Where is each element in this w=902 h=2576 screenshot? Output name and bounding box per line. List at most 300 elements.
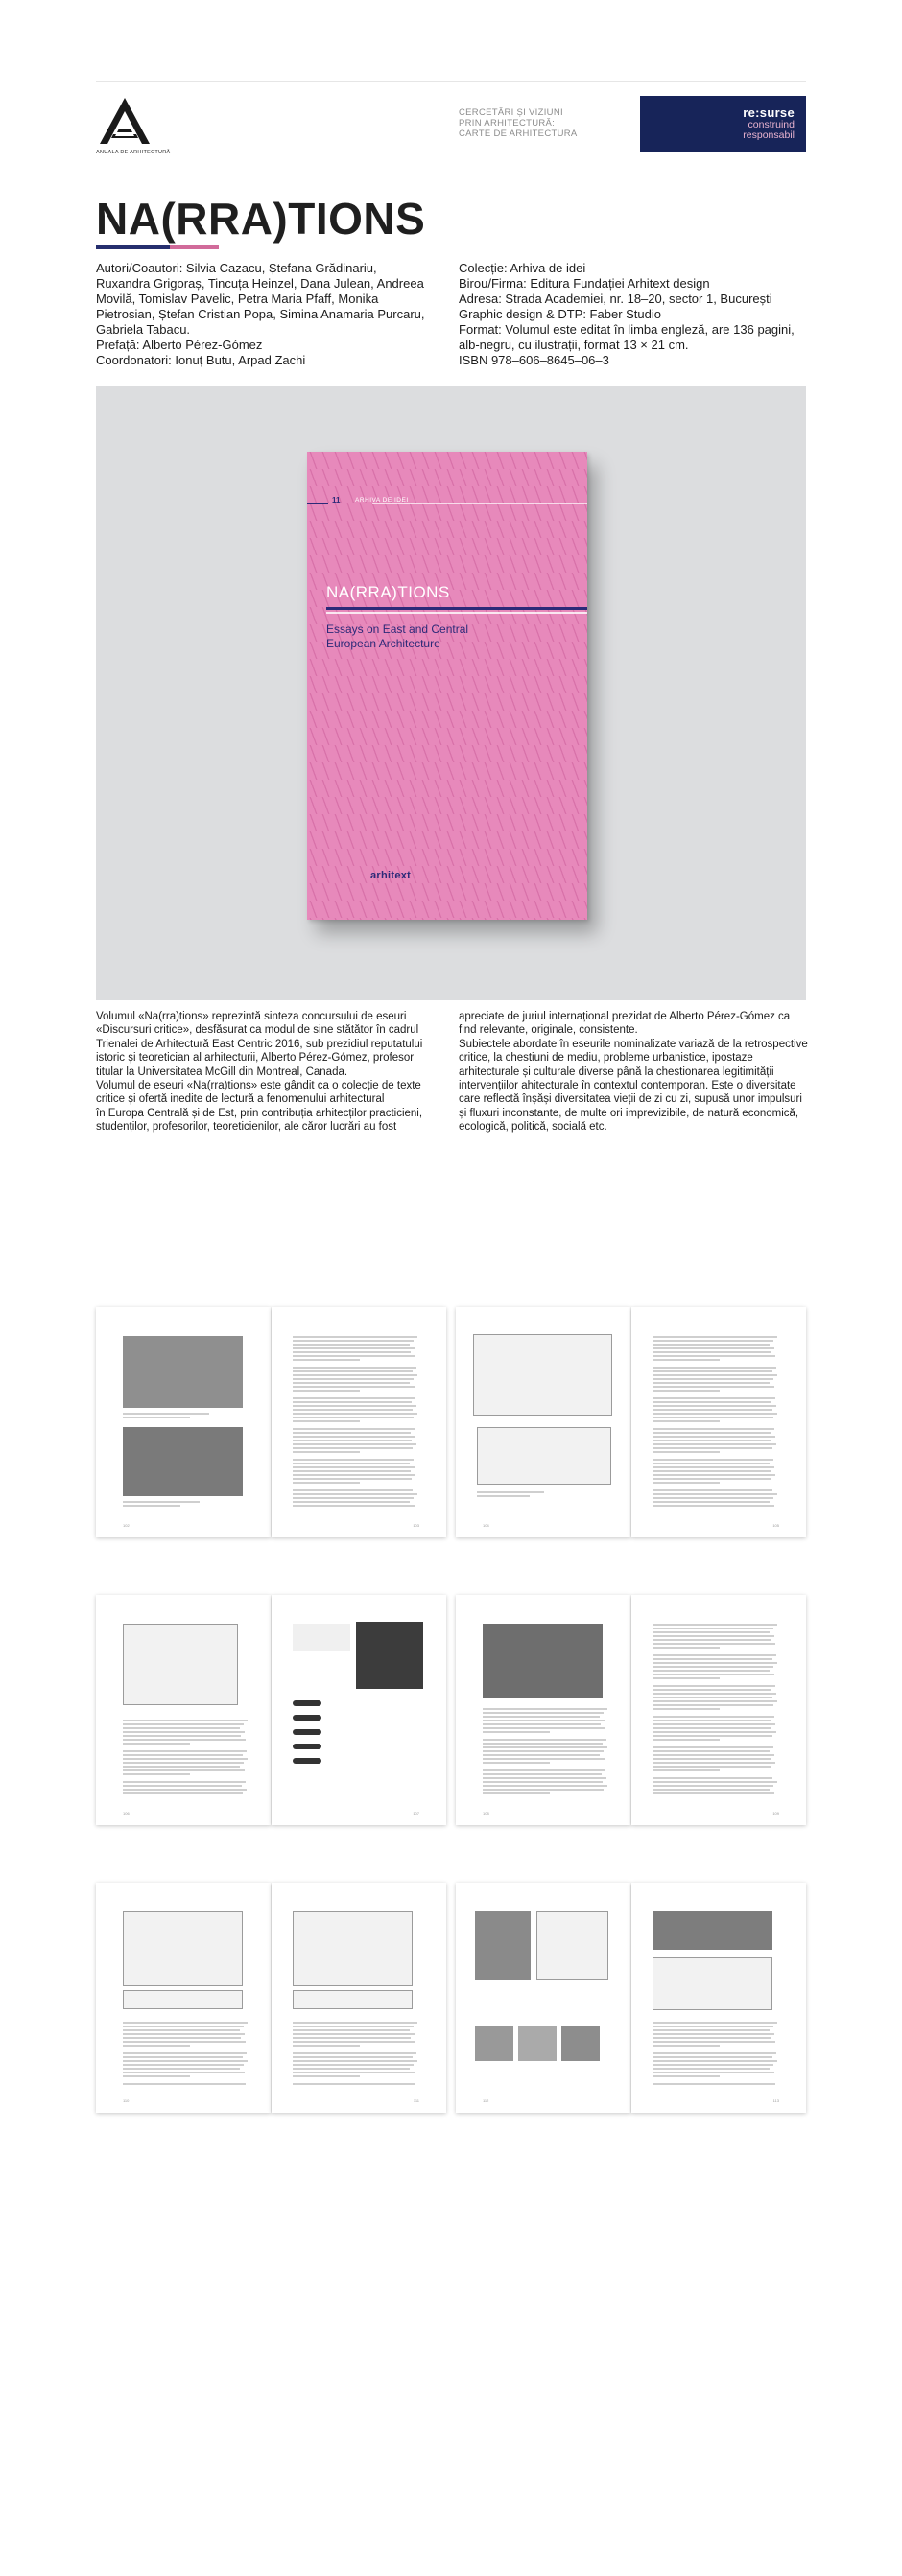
text-line [293,1443,416,1445]
text-line [123,1720,248,1721]
text-line [653,1451,720,1453]
text-line [653,1716,774,1718]
text-line [483,1777,606,1779]
photo-house [123,1336,243,1408]
info-line: Birou/Firma: Editura Fundației Arhitext design [459,276,710,291]
desc-line: «Discursuri critice», desfășurat ca modul de sine stătător în cadrul [96,1024,419,1037]
text-line [123,1743,190,1745]
text-line [483,1727,605,1729]
text-line [653,1727,771,1729]
page-spread [456,1307,806,1537]
text-line [293,1474,415,1476]
desc-line: Volumul «Na(rra)tions» reprezintă sinteza concursului de eseuri [96,1011,407,1022]
page-spread [96,1883,446,2113]
text-line [653,2075,720,2077]
page-number: 112 [483,2098,489,2103]
page-number: 106 [123,1811,130,1815]
credit-line: Gabriela Tabacu. [96,322,191,337]
map-figure [356,1622,423,1689]
text-line [483,1743,603,1745]
text-line [653,1639,771,1641]
book-page [272,1883,446,2113]
text-line [653,1723,775,1725]
page-number: 113 [772,2098,779,2103]
desc-line: Subiectele abordate în eseurile nominalizate variază de la retrospective [459,1038,808,1050]
text-line [293,2045,360,2047]
text-line [653,2045,720,2047]
info-line: Graphic design & DTP: Faber Studio [459,307,661,321]
text-line [653,1628,773,1629]
text-line [653,1689,771,1691]
text-line [123,2037,241,2039]
desc-line: intervențiilor ahitecturale în contextul contemporan. Este o diversitate [459,1080,796,1092]
text-line [653,1708,720,1710]
text-line [123,1762,244,1764]
text-line [653,1493,777,1495]
cover-rule [326,612,587,614]
info-line: alb-negru, cu ilustrații, format 13 × 21 cm. [459,338,689,352]
sponsor-line: construind [748,119,795,130]
page-number: 104 [483,1523,489,1528]
text-line [123,1781,246,1783]
text-line [653,1397,775,1399]
text-line [293,1432,411,1434]
text-line [653,1409,772,1411]
text-line [653,2072,774,2073]
text-line [293,1413,417,1415]
text-line [653,1654,776,1656]
credits-block [96,261,427,368]
text-line [653,1382,770,1384]
credit-line: Pietrosian, Ștefan Cristian Popa, Simina Anamaria Purcaru, [96,307,425,321]
text-line [293,1359,360,1361]
text-line [653,1785,773,1787]
text-line [123,2029,240,2031]
text-line [293,2075,360,2077]
book-page [96,1307,271,1537]
label-pill [293,1729,321,1735]
table-figure [123,1624,238,1705]
text-line [293,1351,411,1353]
text-line [293,1489,413,1491]
text-line [653,1440,771,1441]
text-line [483,1712,604,1714]
text-line [653,1635,774,1637]
book-cover-photo [96,386,806,1000]
sponsor-name: re:surse [743,105,795,120]
text-line [293,2041,415,2043]
text-line [653,2041,775,2043]
photo-house [123,1427,243,1496]
text-line [123,2083,246,2085]
series-label [459,107,631,139]
series-line: CARTE DE ARHITECTURĂ [459,129,578,139]
text-line [293,1505,415,1507]
description-left [96,1010,444,1135]
text-line [483,1746,607,1748]
logo-text: ANUALA DE ARHITECTURĂ [96,150,171,155]
text-line [293,1374,417,1376]
text-line [653,1792,774,1794]
text-line [293,2072,415,2073]
book-page [96,1883,271,2113]
text-line [293,2060,417,2062]
cover-rule [326,607,587,610]
text-line [123,2033,245,2035]
title-underline [96,245,219,249]
photo-landscape [483,1624,603,1698]
page-spread [456,1595,806,1825]
text-line [293,1447,413,1449]
text-line [293,2026,414,2027]
text-line [293,2033,415,2035]
text-line [653,2068,770,2070]
drawing-section [293,1990,413,2009]
cover-subtitle: Essays on East and Central European Architecture [326,622,469,650]
text-line [293,1459,414,1461]
credit-line: Prefață: Alberto Pérez-Gómez [96,338,263,352]
book-page [96,1595,271,1825]
text-line [123,1758,248,1760]
text-line [483,1769,605,1771]
text-line [653,1378,773,1380]
drawing-plans [653,1957,772,2010]
text-line [653,1478,771,1480]
text-line [123,1769,245,1771]
text-line [293,1367,416,1369]
text-line [653,2083,775,2085]
text-line [653,2037,771,2039]
text-line [123,1792,243,1794]
text-line [123,1727,240,1729]
book-page [272,1307,446,1537]
text-line [653,1769,720,1771]
text-line [653,1447,772,1449]
text-line [653,1677,720,1679]
desc-line: arhitecturale și culturale diverse până la chestionarea legitimității [459,1066,774,1078]
text-line [653,1735,772,1737]
text-line [483,1720,605,1721]
text-line [123,1754,243,1756]
text-line [123,1750,247,1752]
text-line [293,1440,412,1441]
desc-line: titular la Universitatea McGill din Montreal, Canada. [96,1066,348,1078]
page-number: 111 [413,2098,419,2103]
page-number: 109 [772,1811,779,1815]
text-line [653,1390,720,1392]
desc-line: și fluxuri inconstante, de multe ori imprevizibile, de natură economică, [459,1107,799,1119]
text-line [653,1436,775,1438]
cover-publisher-logo: arhitext [370,870,412,881]
text-line [653,1624,777,1626]
book-page [631,1307,806,1537]
text-line [653,2052,776,2054]
text-line [123,1766,240,1768]
publication-info-block [459,261,814,368]
photo-building [475,1911,531,1980]
text-line [483,1785,607,1787]
text-line [293,1344,410,1346]
text-line [123,2075,190,2077]
text-line [653,1482,720,1484]
text-line [653,1631,770,1633]
text-line [653,1693,776,1695]
page-number: 105 [772,1523,779,1528]
cover-title: NA(RRA)TIONS [326,583,450,601]
text-line [653,1750,770,1752]
desc-line: critice și ofertă inedite de lectură a fenomenului arhitectural [96,1093,385,1106]
text-line [653,1754,774,1756]
book-page [272,1595,446,1825]
text-line [293,1390,360,1392]
cover-collection: ARHIVA DE IDEI [355,497,409,503]
page-number: 107 [413,1811,419,1815]
book-page [631,1883,806,2113]
text-line [653,1658,772,1660]
text-line [123,2052,247,2054]
text-line [293,1355,415,1357]
text-line [653,1443,776,1445]
text-line [653,2022,777,2024]
text-line [653,1739,720,1741]
series-line: PRIN ARHITECTURĂ: [459,118,556,129]
top-divider [96,81,806,82]
text-line [653,1685,775,1687]
text-line [483,1716,600,1718]
text-line [293,2022,417,2024]
text-line [293,2068,410,2070]
label-pill [293,1758,321,1764]
text-line [483,1739,606,1741]
text-line [123,2072,245,2073]
text-line [653,1474,775,1476]
text-line [653,1347,774,1349]
text-line [653,1367,776,1369]
text-line [653,1466,774,1468]
photo-building [653,1911,772,1950]
text-line [483,1754,600,1756]
text-line [653,1428,774,1430]
credit-line: Ruxandra Grigoraș, Tincuța Heinzel, Dana Julean, Andreea [96,276,424,291]
text-line [123,1789,247,1791]
text-line [653,1666,773,1668]
text-line [293,1463,410,1464]
text-line [653,2060,777,2062]
label-pill [293,1715,321,1721]
text-line [293,1417,414,1418]
text-line [293,2037,411,2039]
text-line [123,1773,190,1775]
text-line [483,1750,604,1752]
text-line [653,1766,771,1768]
text-line [483,1723,601,1725]
text-line [123,2041,246,2043]
text-line [293,1340,414,1342]
text-line [653,1374,777,1376]
manifesto-heading [293,1624,350,1651]
desc-line: istoric și teoretician al arhitecturii, Alberto Pérez-Gómez, profesor [96,1052,415,1065]
text-line [293,1347,415,1349]
text-line [653,1413,777,1415]
text-line [653,1762,775,1764]
text-line [653,1746,773,1748]
info-line: ISBN 978–606–8645–06–3 [459,353,609,367]
text-line [653,1643,775,1645]
desc-line: Volumul de eseuri «Na(rra)tions» este gândit ca o colecție de texte [96,1080,421,1092]
resurse-sponsor-badge [640,96,806,152]
text-line [123,1731,245,1733]
desc-line: critice, la chestiuni de mediu, probleme urbanistice, ipostaze [459,1052,753,1065]
drawing-plans [536,1911,608,1980]
text-line [123,2068,240,2070]
text-line [293,1436,415,1438]
text-line [653,1417,773,1418]
text-line [123,2064,244,2066]
text-line [653,1505,774,1507]
text-line [653,1704,773,1706]
text-line [653,1420,720,1422]
text-line [653,1501,770,1503]
drawing-plan [477,1427,611,1485]
sponsor-line: responsabil [743,129,795,141]
info-line: Colecție: Arhiva de idei [459,261,586,275]
text-line [293,1386,415,1388]
text-line [483,1781,603,1783]
text-line [123,1723,244,1725]
drawing-section [123,1990,243,2009]
desc-line: ecologică, politică, socială etc. [459,1121,607,1134]
triangle-a-icon [96,96,154,146]
text-line [123,2056,243,2058]
text-line [653,1647,720,1649]
text-line [653,1355,775,1357]
description-right [459,1010,812,1135]
text-line [653,1497,773,1499]
text-line [483,1792,550,1794]
text-line [653,1459,773,1461]
photo-building [561,2026,600,2061]
book-page [456,1883,630,2113]
drawing-house [293,1911,413,1986]
text-line [293,1378,414,1380]
desc-line: find relevante, originale, consistente. [459,1024,638,1037]
text-line [653,1781,777,1783]
credit-line: Coordonatori: Ionuț Butu, Arpad Zachi [96,353,306,367]
text-line [653,1662,777,1664]
text-line [653,1731,776,1733]
desc-line: Trienalei de Arhitectură East Centric 2016, sub prezidiul reputatului [96,1038,423,1050]
text-line [483,1773,602,1775]
text-line [653,1758,771,1760]
text-line [653,2056,772,2058]
page-spread [456,1883,806,2113]
page-title: NA(RRA)TIONS [96,194,426,244]
text-line [483,1731,550,1733]
text-line [653,1777,772,1779]
text-line [653,1336,777,1338]
photo-building [518,2026,557,2061]
text-line [653,2033,774,2035]
series-line: CERCETĂRI ȘI VIZIUNI [459,107,563,118]
text-line [653,1670,770,1672]
text-line [123,1785,242,1787]
text-line [653,1344,770,1346]
text-line [653,1489,772,1491]
text-line [293,1336,417,1338]
text-line [653,2026,773,2027]
cover-number: 11 [332,496,341,504]
book-page [631,1595,806,1825]
text-line [653,1700,777,1702]
text-line [653,1340,773,1342]
credit-line: Autori/Coautori: Silvia Cazacu, Ștefana Grădinariu, [96,261,377,275]
text-line [293,1382,410,1384]
page-number: 108 [483,1811,489,1815]
text-line [293,1497,414,1499]
book-cover [307,452,587,920]
text-line [653,1697,772,1698]
text-line [293,1501,410,1503]
book-page [456,1307,630,1537]
text-line [293,1466,415,1468]
text-line [293,2056,413,2058]
text-line [653,1351,771,1353]
text-line [653,1370,772,1372]
text-line [293,1409,413,1411]
text-line [293,2083,415,2085]
drawing-house [123,1911,243,1986]
text-line [123,1739,246,1741]
text-line [483,1789,604,1791]
desc-line: studenților, profesorilor, teoreticienilor, ale căror lucrări au fost [96,1121,397,1134]
text-line [293,1470,411,1472]
text-line [653,1401,771,1403]
text-line [123,2026,244,2027]
desc-line: care reflectă înșăși diversitatea vieții de zi cu zi, supusă unor impulsuri [459,1093,802,1106]
text-line [483,1708,607,1710]
text-line [123,2060,248,2062]
text-line [653,1720,771,1721]
drawing-axonometric [473,1334,612,1416]
text-line [483,1762,550,1764]
text-line [123,2022,248,2024]
label-pill [293,1744,321,1749]
text-line [293,1370,413,1372]
text-line [293,1420,360,1422]
page-spread [96,1307,446,1537]
info-line: Format: Volumul este editat în limba engleză, are 136 pagini, [459,322,795,337]
text-line [293,1493,417,1495]
page-number: 110 [123,2098,130,2103]
text-line [123,1735,241,1737]
text-line [653,1432,771,1434]
page-number: 103 [413,1523,419,1528]
text-line [653,1405,776,1407]
text-line [293,1401,412,1403]
page-spread [96,1595,446,1825]
text-line [653,1463,770,1464]
desc-line: în Europa Centrală și de Est, prin contribuția arhitecților practicieni, [96,1107,423,1119]
book-page [456,1595,630,1825]
text-line [653,1359,720,1361]
text-line [293,1451,360,1453]
text-line [293,1478,412,1480]
text-line [293,2029,410,2031]
label-pill [293,1700,321,1706]
photo-building [475,2026,513,2061]
text-line [653,1470,771,1472]
info-line: Adresa: Strada Academiei, nr. 18–20, sector 1, București [459,292,772,306]
